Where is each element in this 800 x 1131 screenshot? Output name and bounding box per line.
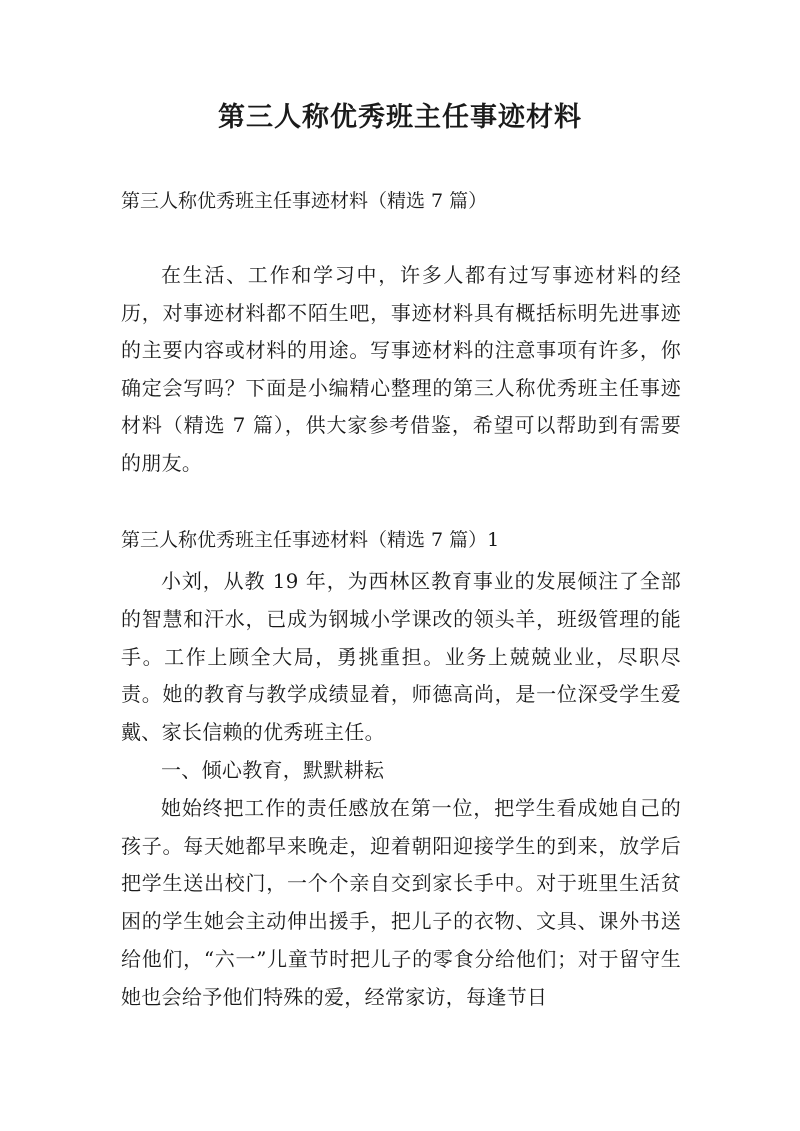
section-heading: 第三人称优秀班主任事迹材料（精选 7 篇）1 bbox=[121, 529, 500, 551]
document-title: 第三人称优秀班主任事迹材料 bbox=[218, 102, 582, 133]
body-paragraph: 她始终把工作的责任感放在第一位，把学生看成她自己的孩子。每天她都早来晚走，迎着朝阳迎接学生的到来，放学后把学生送出校门，一个个亲自交到家长手中。对于班里生活贫困的学生她会主动伸出援手，把儿子的衣物、文具、课外书送给他们，“六一”儿童节时把儿子的零食分给他们；对于留守生她也会给予他们特殊的爱，经常家访，每逢节日 bbox=[121, 795, 681, 1009]
document-subtitle: 第三人称优秀班主任事迹材料（精选 7 篇） bbox=[121, 190, 488, 212]
body-paragraph: 小刘，从教 19 年，为西林区教育事业的发展倾注了全部的智慧和汗水，已成为钢城小学课改的领头羊，班级管理的能手。工作上顾全大局，勇挑重担。业务上兢兢业业，尽职尽责。她的教育与教学成绩显着，师德高尚，是一位深受学生爱戴、家长信赖的优秀班主任。 bbox=[121, 569, 681, 745]
intro-paragraph: 在生活、工作和学习中，许多人都有过写事迹材料的经历，对事迹材料都不陌生吧，事迹材料具有概括标明先进事迹的主要内容或材料的用途。写事迹材料的注意事项有许多，你确定会写吗？下面是小编精心整理的第三人称优秀班主任事迹材料（精选 7 篇），供大家参考借鉴，希望可以帮助到有需要的朋友。 bbox=[121, 263, 681, 475]
subsection-heading: 一、倾心教育，默默耕耘 bbox=[161, 757, 385, 782]
section-body bbox=[121, 563, 681, 1017]
